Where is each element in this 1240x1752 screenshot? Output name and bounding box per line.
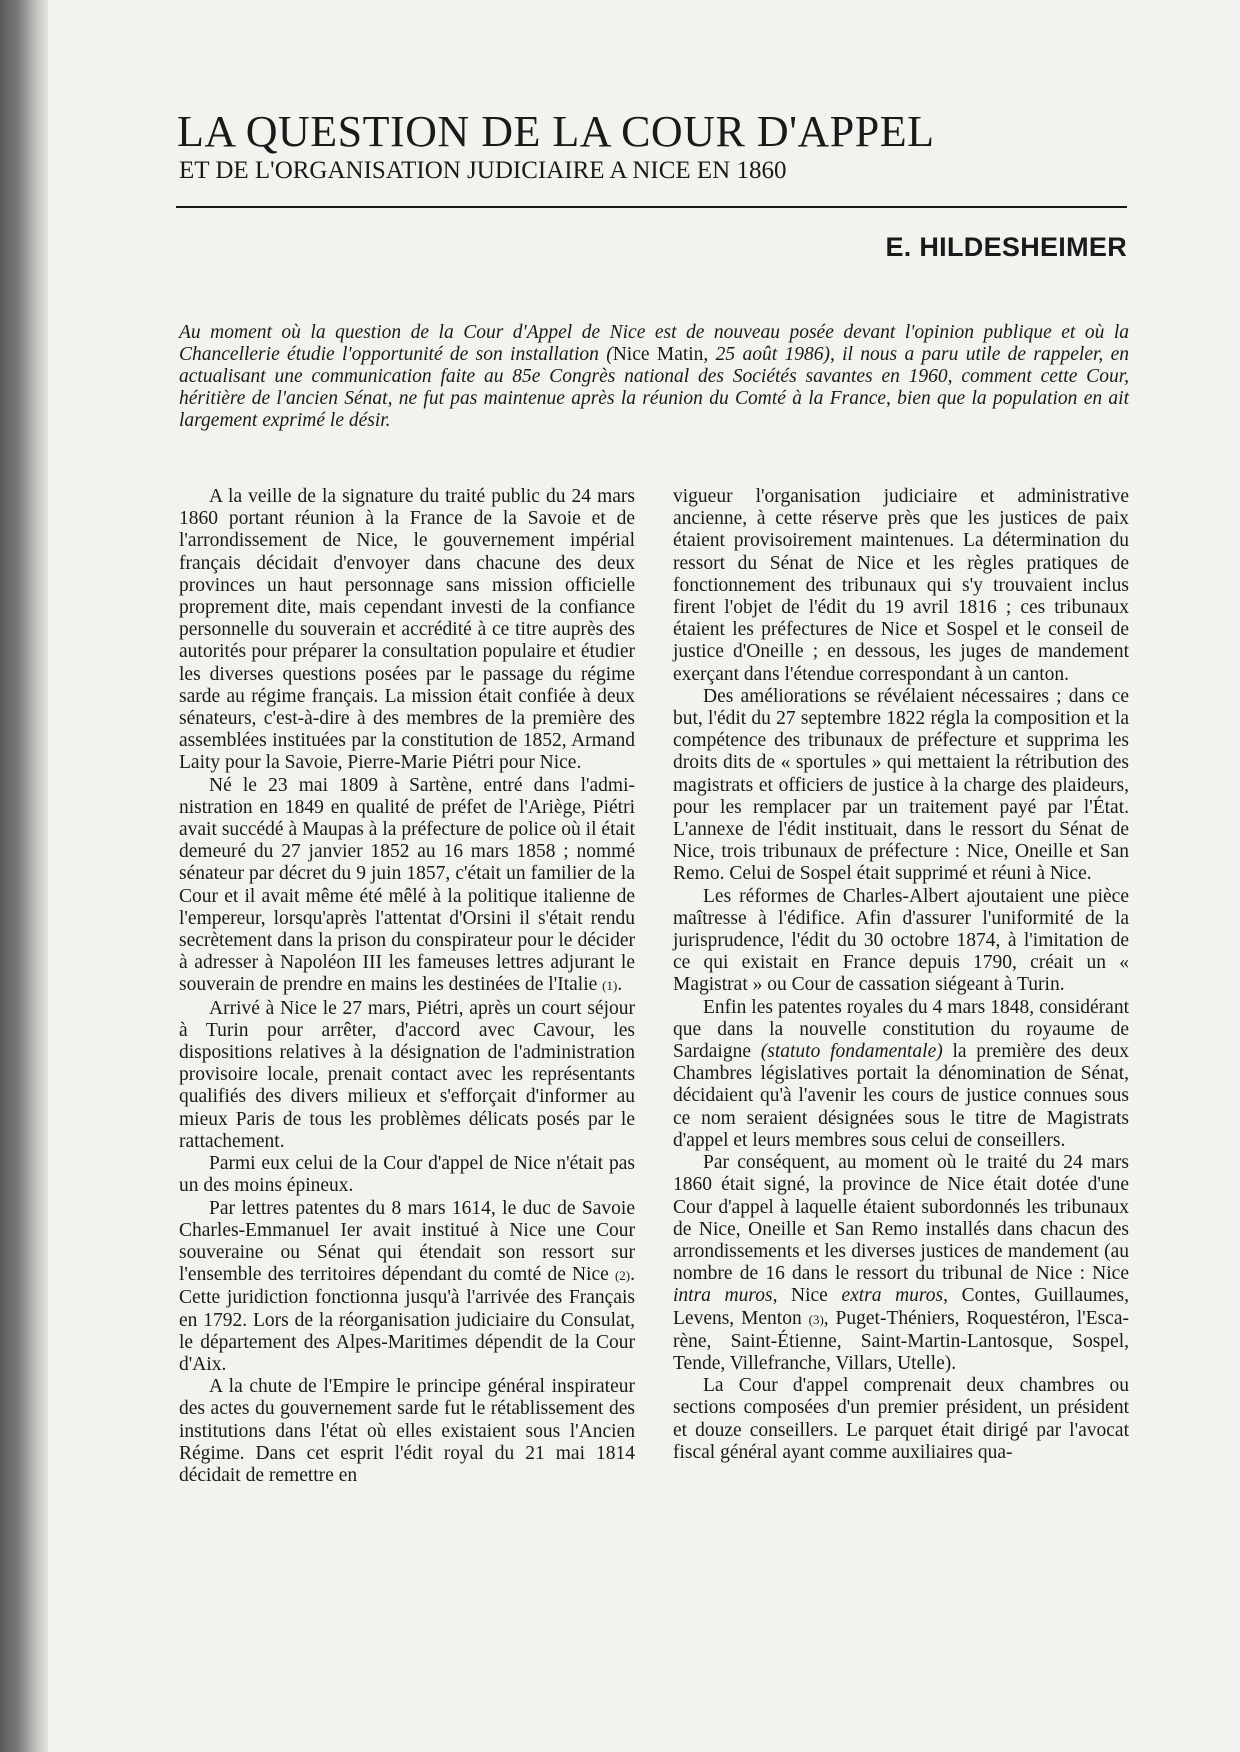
- abstract: [179, 322, 1129, 432]
- paragraph-text: .: [617, 974, 623, 996]
- paragraph: [673, 1152, 1129, 1375]
- paragraph: Arrivé à Nice le 27 mars, Piétri, après un court séjour à Turin pour arrêter, d'accord avec Cavour, les dispositions relatives à la désignation de l'administration provisoire locale, prenait contact avec les représentants qualifiés des divers milieux et s'efforçait d'informer au mieux Paris de tous les problèmes délicats posés par le rattachement.: [179, 997, 635, 1152]
- body-columns: [179, 486, 1129, 1487]
- paragraph: [673, 997, 1129, 1152]
- right-column: [673, 486, 1129, 1487]
- paragraph-text: Enfin les patentes royales du 4 mars 1848, considérant que dans la nouvelle constitution du royaume de Sardaigne: [673, 996, 1129, 1063]
- footnote-ref: (3): [808, 1311, 824, 1327]
- paragraph-text: Par conséquent, au moment où le traité du 24 mars 1860 était signé, la province de Nice était dotée d'une Cour d'appel à laquelle étaient subordonnés les tribunaux de Nice, Oneille et San Remo installés dans chacun des arrondissements et les diverses justices de mandement (au nombre de 16 dans le ressort du tribunal de Nice : Nice: [673, 1152, 1129, 1285]
- paragraph-text: , Puget-Théniers, Roquestéron, l'Escarène, Saint-Étienne, Saint-Martin-Lantosque, Sospel, Tende, Villefranche, Villars, Utelle).: [673, 1307, 1129, 1374]
- title-rule: [176, 206, 1127, 208]
- paragraph: A la veille de la signature du traité public du 24 mars 1860 portant réunion à la France de la Savoie et de l'arrondissement de Nice, le gouvernement impérial français décidait d'envoyer dans chacune des deux provinces un haut personnage sans mission officielle proprement dite, mais cependant investi de la confiance personnelle du souverain et accrédité à ce titre auprès des autorités pour préparer la consultation populaire et étudier les diverses questions posées par le passage du régime sarde au régime français. La mission était confiée à deux sénateurs, c'est-à-dire à des membres de la première des assemblées instituées par la constitution de 1852, Armand Laity pour la Savoie, Pierre-Marie Piétri pour Nice.: [179, 486, 635, 774]
- footnote-ref: (2): [614, 1268, 631, 1284]
- paragraph-text: . Cette juridiction fonctionna jusqu'à l'arrivée des Français en 1792. Lors de la réorganisation judiciaire du Consulat, le département des Alpes-Maritimes dépendit de la Cour d'Aix.: [179, 1264, 635, 1375]
- paragraph: Des améliorations se révélaient nécessaires ; dans ce but, l'édit du 27 septembre 1822 régla la composition et la compétence des tribunaux de préfecture et supprima les droits dits de « sportules » qui mettaient la rétribution des magistrats et officiers de justice à la charge des plaideurs, pour les remplacer par un traitement payé par l'État. L'annexe de l'édit instituait, dans le ressort du Sénat de Nice, trois tribunaux de préfecture : Nice, Oneille et San Remo. Celui de Sospel était supprimé et réuni à Nice.: [673, 685, 1129, 885]
- italic-term: extra muros: [841, 1285, 944, 1307]
- paragraph: [179, 1198, 635, 1377]
- paragraph: La Cour d'appel comprenait deux chambres ou sections composées d'un premier président, un président et douze conseillers. Le parquet était dirigé par l'avocat fiscal général ayant comme auxiliaires qua-: [673, 1375, 1129, 1463]
- paragraph: A la chute de l'Empire le principe général inspirateur des actes du gouvernement sarde fut le rétablissement des institutions dans l'état où elles existaient sous l'Ancien Régime. Dans cet esprit l'édit royal du 21 mai 1814 décidait de remettre en: [179, 1376, 635, 1486]
- paragraph-text: la première des deux Chambres législatives portait la dénomination de Sénat, décidaient qu'à l'avenir les cours de justice connues sous ce nom seraient désignées sous le titre de Magistrats d'appel et leurs membres sous celui de conseillers.: [673, 1041, 1129, 1151]
- article-title: LA QUESTION DE LA COUR D'APPEL: [177, 107, 935, 156]
- italic-term: (statuto fondamentale): [760, 1041, 943, 1063]
- paragraph: Les réformes de Charles-Albert ajoutaient une pièce maîtresse à l'édifice. Afin d'assurer l'uniformité de la jurisprudence, l'édit du 30 octobre 1874, à l'imitation de ce qui existait en France depuis 1790, créait un « Magistrat » ou Cour de cassation siégeant à Turin.: [673, 885, 1129, 996]
- paragraph: vigueur l'organisation judiciaire et administrative ancienne, à cette réserve près que les justices de paix étaient provisoirement maintenues. La détermination du ressort du Sénat de Nice et les règles pratiques de fonctionnement des tribunaux qui s'y trouvaient inclus firent l'objet de l'édit du 19 avril 1816 ; ces tribunaux étaient les préfectures de Nice et Sospel et le conseil de justice d'Oneille ; en dessous, les juges de mandement exerçant dans l'étendue correspondant à un canton.: [673, 486, 1129, 685]
- abstract-source: Nice Matin,: [612, 344, 709, 365]
- paragraph: Parmi eux celui de la Cour d'appel de Nice n'était pas un des moins épineux.: [179, 1153, 635, 1197]
- paragraph: [179, 775, 635, 998]
- footnote-ref: (1): [602, 978, 618, 994]
- paragraph-text: , Nice: [772, 1285, 842, 1307]
- author-name: E. HILDESHEIMER: [885, 232, 1127, 262]
- italic-term: intra muros: [673, 1285, 773, 1307]
- paragraph-text: Né le 23 mai 1809 à Sartène, entré dans l'administration en 1849 en qualité de préfet de l'Ariège, Piétri avait succédé à Maupas à la préfecture de police où il était demeuré du 27 janvier 1852 au 16 mars 1858 ; nommé sénateur par décret du 9 juin 1857, c'était un familier de la Cour et il avait même été mêlé à la politique italienne de l'empereur, lorsqu'après l'attentat d'Orsini il s'était rendu secrètement dans la prison du conspirateur pour le décider à adresser à Napoléon III les fameuses lettres adjurant le souverain de prendre en mains les destinées de l'Italie: [179, 774, 635, 996]
- abstract-part1: Au moment où la question de la Cour d'Appel de Nice est de nouveau posée devant l'opinion publique et où la Chancellerie étudie l'opportunité de son installation (: [179, 322, 1129, 365]
- abstract-part2: 25 août 1986), il nous a paru utile de rappeler, en actualisant une communication faite au 85e Congrès national des Sociétés savantes en 1960, comment cette Cour, héritière de l'ancien Sénat, ne fut pas maintenue après la réunion du Comté à la France, bien que la population en ait largement exprimé le désir.: [179, 344, 1130, 431]
- paragraph-text: Par lettres patentes du 8 mars 1614, le duc de Savoie Charles-Emmanuel Ier avait institué à Nice une Cour souveraine ou Sénat qui étendait son ressort sur l'ensemble des territoires dépendant du comté de Nice: [179, 1197, 635, 1286]
- left-column: [179, 486, 635, 1487]
- article-subtitle: ET DE L'ORGANISATION JUDICIAIRE A NICE EN 1860: [179, 157, 787, 184]
- paragraph-text: , Contes, Guillaumes, Levens, Menton: [673, 1285, 1130, 1329]
